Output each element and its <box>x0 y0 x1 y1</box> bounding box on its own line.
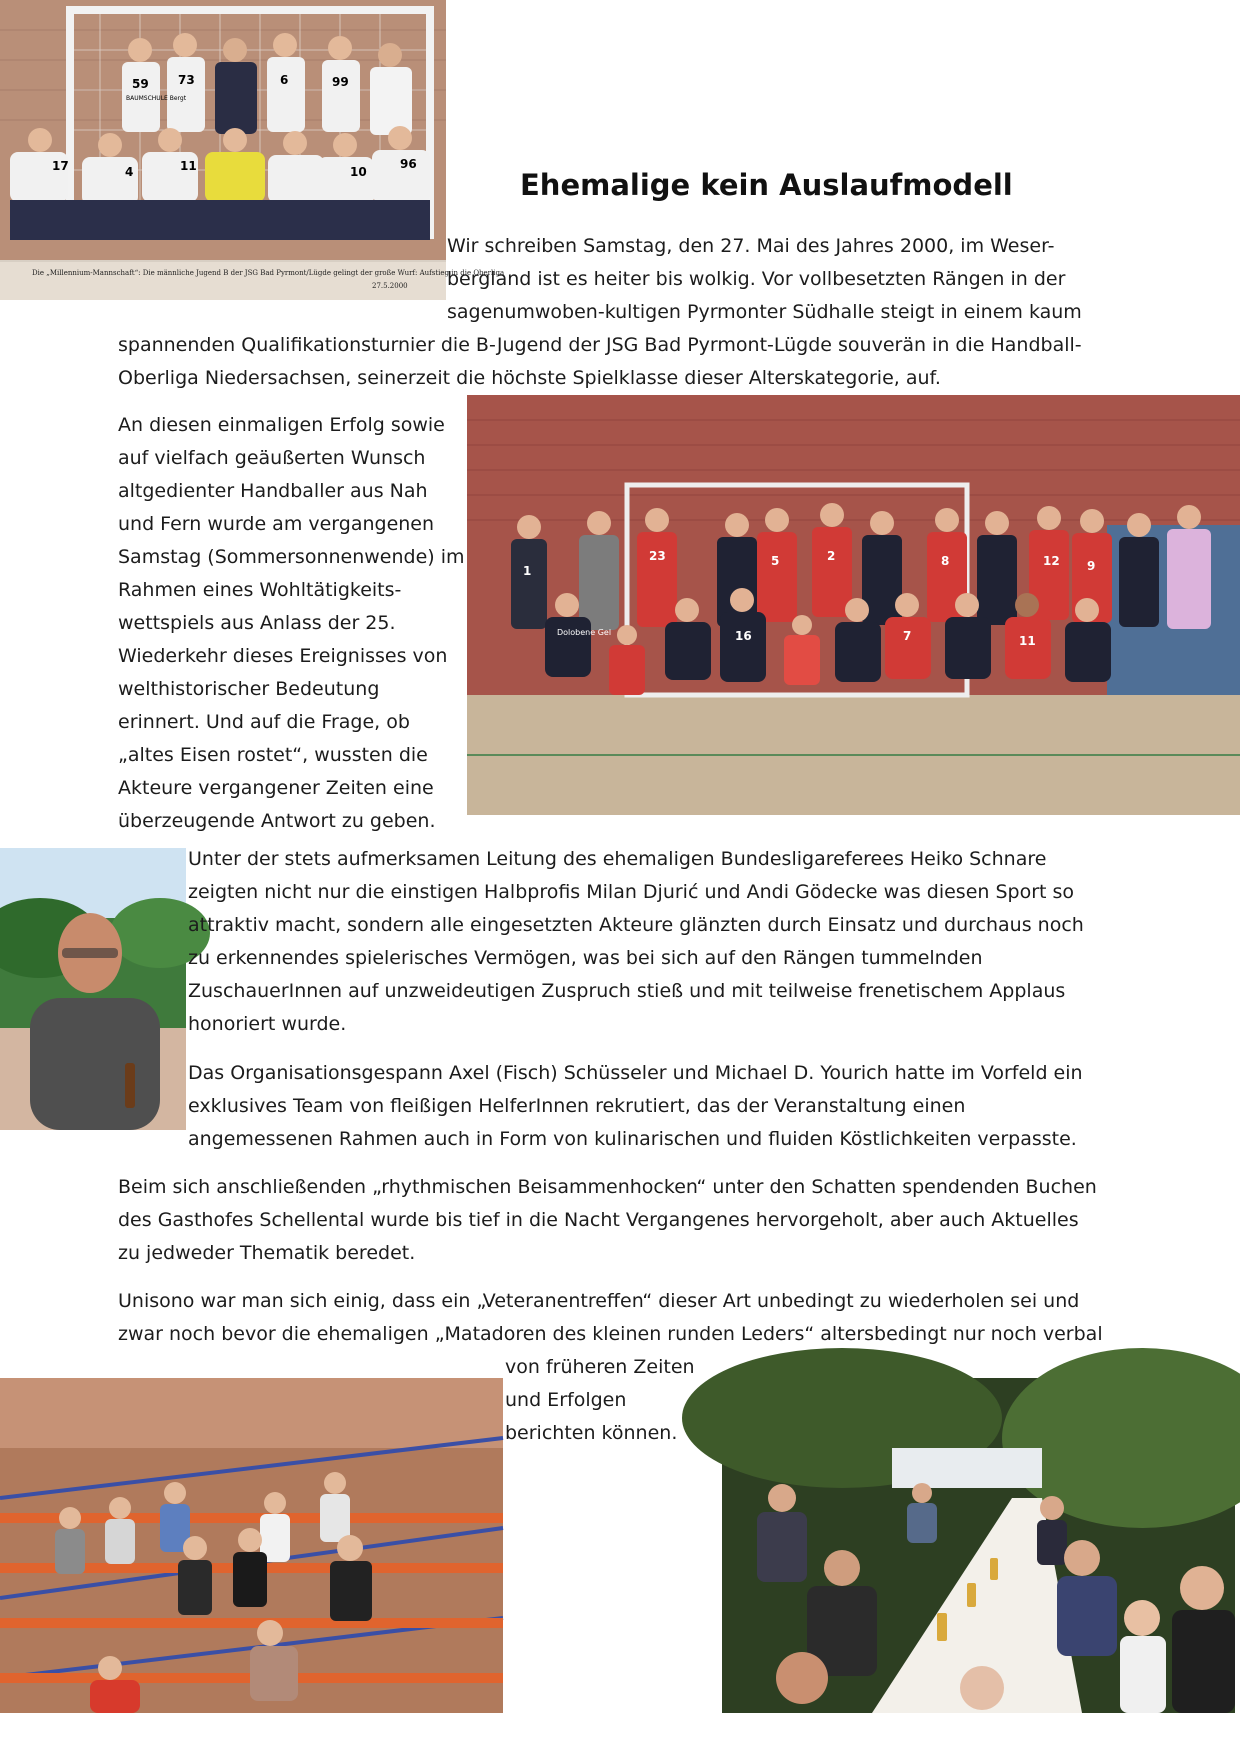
text-line: exklusives Team von fleißigen HelferInnen rekrutiert, das der Veranstaltung einen <box>188 1095 966 1117</box>
text-line: An diesen einmaligen Erfolg sowie <box>118 414 445 436</box>
jersey-number: 7 <box>903 629 912 643</box>
team-2000-date: 27.5.2000 <box>372 282 408 290</box>
team-2000-illustration <box>0 0 505 300</box>
text-line: zu jedweder Thematik beredet. <box>118 1242 416 1264</box>
photo-referee <box>0 848 186 1130</box>
sponsor-text: Dolobene Gel <box>557 628 612 637</box>
text-line: spannenden Qualifikationsturnier die B-Jugend der JSG Bad Pyrmont-Lügde souverän in die Handball- <box>118 334 1082 356</box>
paragraph-anniversary <box>118 409 465 838</box>
paragraph-conclusion <box>118 1285 1103 1351</box>
text-line: Akteure vergangener Zeiten eine <box>118 777 434 799</box>
text-line: berichten können. <box>505 1422 678 1444</box>
text-line: und Erfolgen <box>505 1389 627 1411</box>
jersey-number: 6 <box>280 73 289 87</box>
text-line: erinnert. Und auf die Frage, ob <box>118 711 410 733</box>
jersey-number: 5 <box>771 554 780 568</box>
jersey-number: 10 <box>350 165 367 179</box>
jersey-number: 2 <box>827 549 836 563</box>
jersey-number: 4 <box>125 165 134 179</box>
text-line: „altes Eisen rostet“, wussten die <box>118 744 428 766</box>
text-line: und Fern wurde am vergangenen <box>118 513 435 535</box>
beer-garden-illustration <box>722 1378 1235 1713</box>
jersey-number: 73 <box>178 73 195 87</box>
text-line: sagenumwoben-kultigen Pyrmonter Südhalle steigt in einem kaum <box>447 301 1082 323</box>
text-line: von früheren Zeiten <box>505 1356 695 1378</box>
intro-paragraph-continued <box>118 329 1082 395</box>
text-line: ZuschauerInnen auf unzweideutigen Zuspruch stieß und mit teilweise frenetischem Applaus <box>188 980 1066 1002</box>
jersey-number: 11 <box>180 159 197 173</box>
jersey-number: 17 <box>52 159 69 173</box>
intro-paragraph <box>447 230 1082 329</box>
text-line: bergland ist es heiter bis wolkig. Vor vollbesetzten Rängen in der <box>447 268 1066 290</box>
text-line: überzeugende Antwort zu geben. <box>118 810 436 832</box>
photo-spectators <box>0 1378 503 1713</box>
text-line: des Gasthofes Schellental wurde bis tief in die Nacht Vergangenes hervorgeholt, aber auch Aktuelles <box>118 1209 1079 1231</box>
text-line: zeigten nicht nur die einstigen Halbprofis Milan Djurić und Andi Gödecke was diesen Sport so <box>188 881 1075 903</box>
text-line: welthistorischer Bedeutung <box>118 678 380 700</box>
jersey-number: 99 <box>332 75 349 89</box>
text-line: wettspiels aus Anlass der 25. <box>118 612 396 634</box>
jersey-number: 9 <box>1087 559 1096 573</box>
text-line: altgedienter Handballer aus Nah <box>118 480 428 502</box>
team-2000-caption: Die „Millennium-Mannschaft“: Die männliche Jugend B der JSG Bad Pyrmont/Lügde gelingt der große Wurf: Aufstieg in die Oberliga <box>32 269 505 277</box>
paragraph-referee <box>188 843 1084 1041</box>
jersey-number: 23 <box>649 549 666 563</box>
spectators-illustration <box>0 1378 503 1713</box>
team-2025-illustration <box>467 395 1240 815</box>
text-line: angemessenen Rahmen auch in Form von kulinarischen und fluiden Köstlichkeiten verpasste. <box>188 1128 1077 1150</box>
paragraph-organisation <box>188 1057 1083 1156</box>
text-line: Wiederkehr dieses Ereignisses von <box>118 645 448 667</box>
referee-illustration <box>0 848 186 1130</box>
photo-beer-garden <box>722 1378 1235 1713</box>
jersey-number: 8 <box>941 554 950 568</box>
text-line: Wir schreiben Samstag, den 27. Mai des Jahres 2000, im Weser- <box>447 235 1055 257</box>
text-line: Samstag (Sommersonnenwende) im <box>118 546 465 568</box>
jersey-number: 11 <box>1019 634 1036 648</box>
photo-team-2000 <box>0 0 505 300</box>
text-line: zu erkennendes spielerisches Vermögen, was bei sich auf den Rängen tummelnden <box>188 947 983 969</box>
paragraph-conclusion-tail <box>505 1351 695 1450</box>
article-title: Ehemalige kein Auslaufmodell <box>520 168 1013 202</box>
text-line: honoriert wurde. <box>188 1013 347 1035</box>
jersey-number: 96 <box>400 157 417 171</box>
jersey-number: 12 <box>1043 554 1060 568</box>
text-line: Rahmen eines Wohltätigkeits- <box>118 579 402 601</box>
text-line: Beim sich anschließenden „rhythmischen Beisammenhocken“ unter den Schatten spendenden Buchen <box>118 1176 1097 1198</box>
jersey-number: 1 <box>523 564 532 578</box>
text-line: auf vielfach geäußerten Wunsch <box>118 447 426 469</box>
text-line: attraktiv macht, sondern alle eingesetzten Akteure glänzten durch Einsatz und durchaus noch <box>188 914 1084 936</box>
jersey-number: 16 <box>735 629 752 643</box>
paragraph-gathering <box>118 1171 1097 1270</box>
text-line: Das Organisationsgespann Axel (Fisch) Schüsseler und Michael D. Yourich hatte im Vorfeld ein <box>188 1062 1083 1084</box>
jersey-number: 59 <box>132 77 149 91</box>
sponsor-text: BAUMSCHULE Bergt <box>126 95 187 102</box>
photo-team-2025 <box>467 395 1240 815</box>
text-line: Oberliga Niedersachsen, seinerzeit die höchste Spielklasse dieser Alterskategorie, auf. <box>118 367 941 389</box>
text-line: Unter der stets aufmerksamen Leitung des ehemaligen Bundesligareferees Heiko Schnare <box>188 848 1047 870</box>
text-line: Unisono war man sich einig, dass ein „Veteranentreffen“ dieser Art unbedingt zu wiederholen sei und <box>118 1290 1080 1312</box>
text-line: zwar noch bevor die ehemaligen „Matadoren des kleinen runden Leders“ altersbedingt nur noch verbal <box>118 1323 1103 1345</box>
